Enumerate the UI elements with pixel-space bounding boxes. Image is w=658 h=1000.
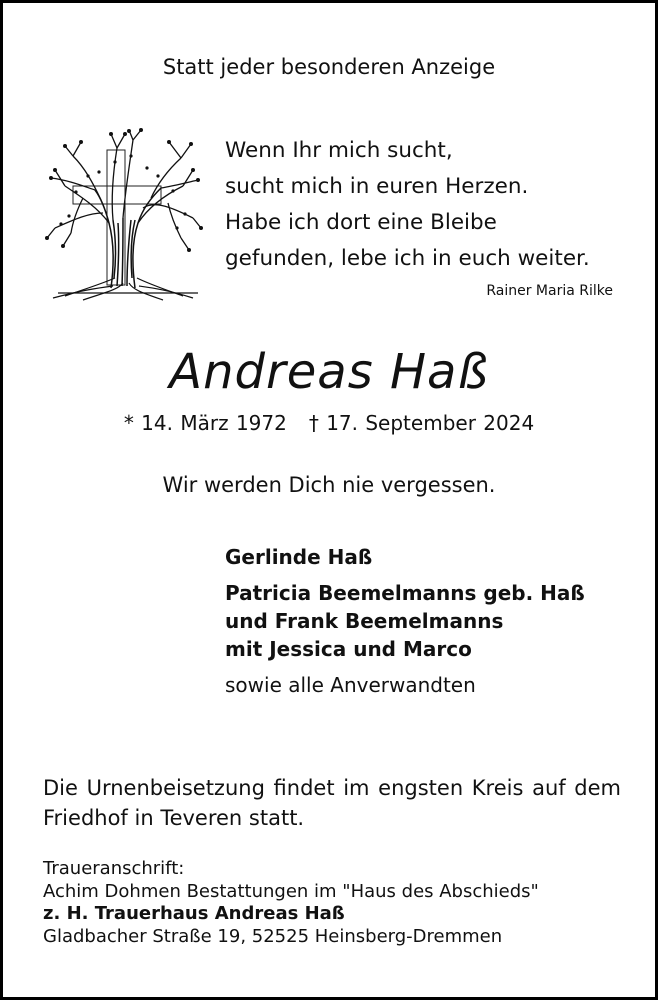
address-line: Achim Dohmen Bestattungen im "Haus des Abschieds" [43, 880, 539, 902]
mourning-address [43, 858, 539, 948]
burial-info: Die Urnenbeisetzung findet im engsten Kreis auf dem Friedhof in Teveren statt. [43, 776, 621, 830]
death-date: † 17. September 2024 [308, 411, 535, 435]
poem [225, 133, 590, 277]
farewell-text: Wir werden Dich nie vergessen. [162, 473, 496, 497]
birth-date: * 14. März 1972 [123, 411, 287, 435]
address-line: Gladbacher Straße 19, 52525 Heinsberg-Dremmen [43, 925, 503, 947]
poem-line: gefunden, lebe ich in euch weiter. [225, 246, 590, 271]
mourner-line: Patricia Beemelmanns geb. Haß [225, 581, 585, 605]
mourner-line: Gerlinde Haß [225, 545, 373, 569]
poem-line: Habe ich dort eine Bleibe [225, 210, 497, 235]
tree-cross-icon [43, 128, 203, 303]
address-line: z. H. Trauerhaus Andreas Haß [43, 903, 345, 924]
deceased-name: Andreas Haß [169, 344, 489, 400]
mourner-relatives: sowie alle Anverwandten [225, 673, 476, 697]
life-dates [3, 411, 655, 435]
poem-line: Wenn Ihr mich sucht, [225, 138, 453, 163]
poem-author: Rainer Maria Rilke [486, 283, 613, 299]
header-text: Statt jeder besonderen Anzeige [162, 55, 496, 79]
address-label: Traueranschrift: [43, 858, 185, 879]
mourner-line: mit Jessica und Marco [225, 637, 472, 661]
mourners-list [225, 543, 585, 699]
poem-line: sucht mich in euren Herzen. [225, 174, 529, 199]
mourner-line: und Frank Beemelmanns [225, 609, 504, 633]
